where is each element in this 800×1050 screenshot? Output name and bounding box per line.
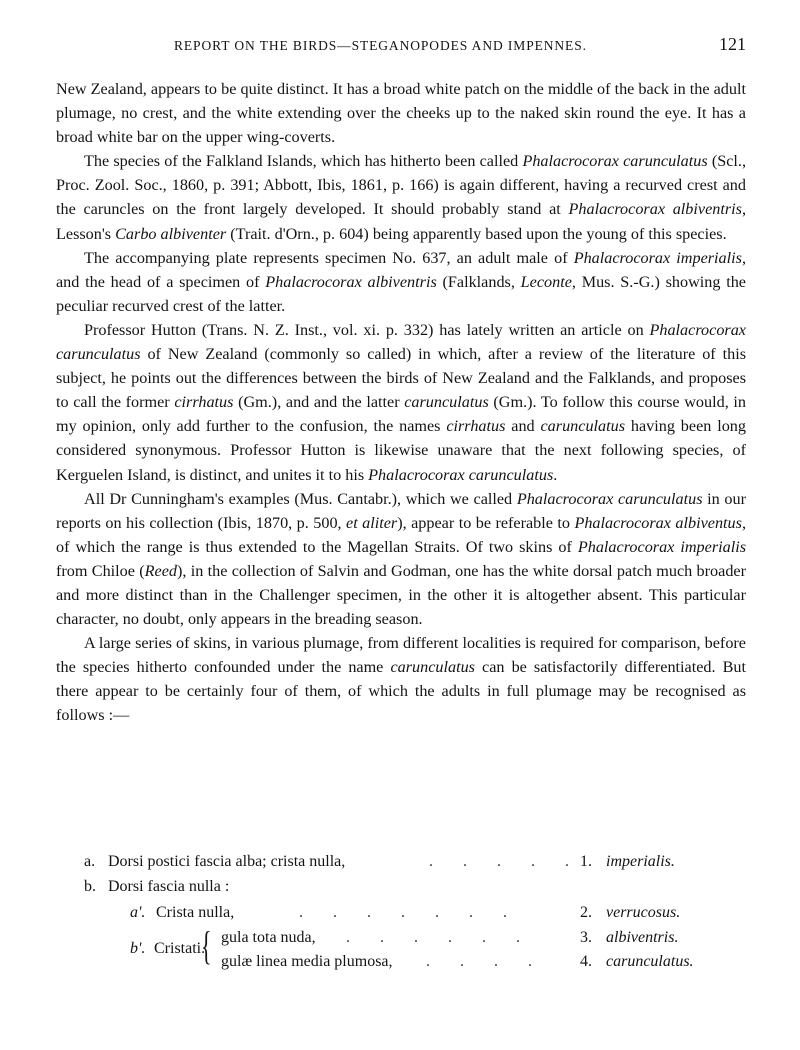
leader-dots: . . . .: [426, 953, 532, 970]
species-name: cirrhatus: [446, 417, 506, 436]
species-name: Phalacrocorax albiventris: [265, 272, 437, 291]
key-number: 3.: [580, 929, 592, 946]
key-text: Crista nulla,: [156, 904, 235, 921]
key-number: 2.: [580, 904, 592, 921]
key-species: imperialis.: [606, 853, 675, 870]
text-run: , Mus. S.-G.) showing the peculiar recurved crest of the latter.: [56, 272, 746, 315]
text-run: having been long considered synonymous. Professor Hutton is likewise unaware that the next following species, of Kerguelen Island, is distinct, and unites it to his: [56, 417, 746, 484]
text-run: A large series of skins, in various plumage, from different localities is required for comparison, before the species hitherto confounded under the name: [56, 634, 746, 677]
paragraph-2: [56, 149, 746, 245]
text-run: (Scl., Proc. Zool. Soc., 1860, p. 391; Abbott, Ibis, 1861, p. 166) is again different, having a recurved crest and the caruncles on the front largely developed. It should probably stand at: [56, 152, 747, 219]
key-row-b: [84, 878, 744, 900]
text-run: The accompanying plate represents specimen No. 637, an adult male of: [84, 248, 574, 267]
species-name: Phalacrocorax carunculatus: [56, 320, 746, 364]
paragraph-5: [56, 487, 746, 632]
key-number: 1.: [580, 853, 592, 870]
text-run: from Chiloe (: [56, 561, 145, 580]
key-row-b-prime-1: [84, 929, 744, 951]
key-text: Cristati.: [154, 940, 206, 957]
text-run: , of which the range is thus extended to the Magellan Straits. Of two skins of: [56, 513, 746, 556]
species-name: carunculatus: [390, 658, 475, 677]
running-title: REPORT ON THE BIRDS—STEGANOPODES AND IMPENNES.: [174, 38, 587, 53]
brace-symbol: {: [201, 923, 212, 968]
latin-phrase: et aliter: [346, 513, 398, 532]
text-run: .: [553, 465, 558, 484]
key-row-b-prime-2: [84, 953, 744, 975]
species-name: Carbo albiventer: [115, 224, 227, 243]
leader-dots: . . . . . .: [346, 929, 520, 946]
body-text: [56, 77, 746, 728]
species-name: Phalacrocorax albiventris: [568, 200, 742, 219]
species-name: Phalacrocorax albiventus: [574, 513, 742, 532]
key-text: gulæ linea media plumosa,: [221, 953, 393, 970]
key-row-a-prime: [84, 904, 744, 926]
species-name: Phalacrocorax carunculatus: [516, 489, 703, 508]
text-run: can be satisfactorily differentiated. But there appear to be certainly four of them, of which the adults in full plumage may be recognised as follows :—: [56, 658, 746, 725]
paragraph-6: [56, 631, 746, 727]
leader-dots: . . . . .: [429, 853, 569, 870]
text-run: , Lesson's: [56, 200, 746, 243]
key-number: 4.: [580, 953, 592, 970]
species-name: cirrhatus: [174, 393, 234, 412]
key-marker: b'.: [130, 940, 146, 957]
text-run: , and the head of a specimen of: [56, 248, 746, 291]
page-number: 121: [719, 34, 746, 54]
species-name: Phalacrocorax carunculatus: [522, 152, 708, 171]
text-run: (Gm.). To follow this course would, in my opinion, only add further to the confusion, the names: [56, 393, 746, 436]
key-text: Dorsi postici fascia alba; crista nulla,: [108, 853, 346, 870]
key-species: verrucosus.: [606, 904, 681, 921]
paragraph-4: [56, 318, 746, 487]
key-marker: a.: [84, 853, 96, 870]
key-text: Dorsi fascia nulla :: [108, 878, 230, 895]
collector-name: Reed: [144, 561, 177, 580]
key-species: carunculatus.: [606, 953, 694, 970]
paragraph-3: [56, 246, 746, 318]
text-run: of New Zealand (commonly so called) in which, after a review of the literature of this subject, he points out the differences between the birds of New Zealand and the Falklands, and proposes to call the former: [56, 345, 746, 412]
species-name: Phalacrocorax imperialis: [573, 248, 742, 267]
text-run: in our reports on his collection (Ibis, 1870, p. 500,: [56, 489, 746, 532]
text-run: and: [505, 417, 541, 436]
key-marker: a'.: [130, 904, 146, 921]
key-marker: b.: [84, 878, 96, 895]
text-run: ), in the collection of Salvin and Godman, one has the white dorsal patch much broader and more distinct than in the Challenger specimen, in the other it is altogether absent. This particular character, no doubt, only appears in the breading season.: [56, 561, 746, 629]
text-run: All Dr Cunningham's examples (Mus. Cantabr.), which we called: [84, 489, 517, 508]
text-run: (Falklands,: [436, 272, 521, 291]
key-text: gula tota nuda,: [221, 929, 316, 946]
text-run: Professor Hutton (Trans. N. Z. Inst., vol. xi. p. 332) has lately written an article on: [84, 320, 650, 339]
running-header: [56, 34, 746, 58]
paragraph-1: [56, 77, 746, 149]
text-run: New Zealand, appears to be quite distinct. It has a broad white patch on the middle of the back in the adult plumage, no crest, and the white extending over the cheeks up to the naked skin round the eye. It has a broad white bar on the upper wing-coverts.: [56, 80, 746, 147]
key-species: albiventris.: [606, 929, 679, 946]
species-name: Phalacrocorax carunculatus: [368, 465, 554, 484]
text-run: (Trait. d'Orn., p. 604) being apparently based upon the young of this species.: [226, 224, 727, 243]
species-name: Phalacrocorax imperialis: [577, 537, 746, 556]
species-name: carunculatus: [404, 393, 489, 412]
leader-dots: . . . . . . .: [299, 904, 507, 921]
text-run: The species of the Falkland Islands, which has hitherto been called: [84, 152, 523, 171]
text-run: (Gm.), and and the latter: [233, 393, 405, 412]
species-name: carunculatus: [540, 417, 626, 436]
key-row-a: [84, 853, 744, 875]
collector-name: Leconte: [520, 272, 572, 291]
text-run: ), appear to be referable to: [397, 513, 575, 532]
